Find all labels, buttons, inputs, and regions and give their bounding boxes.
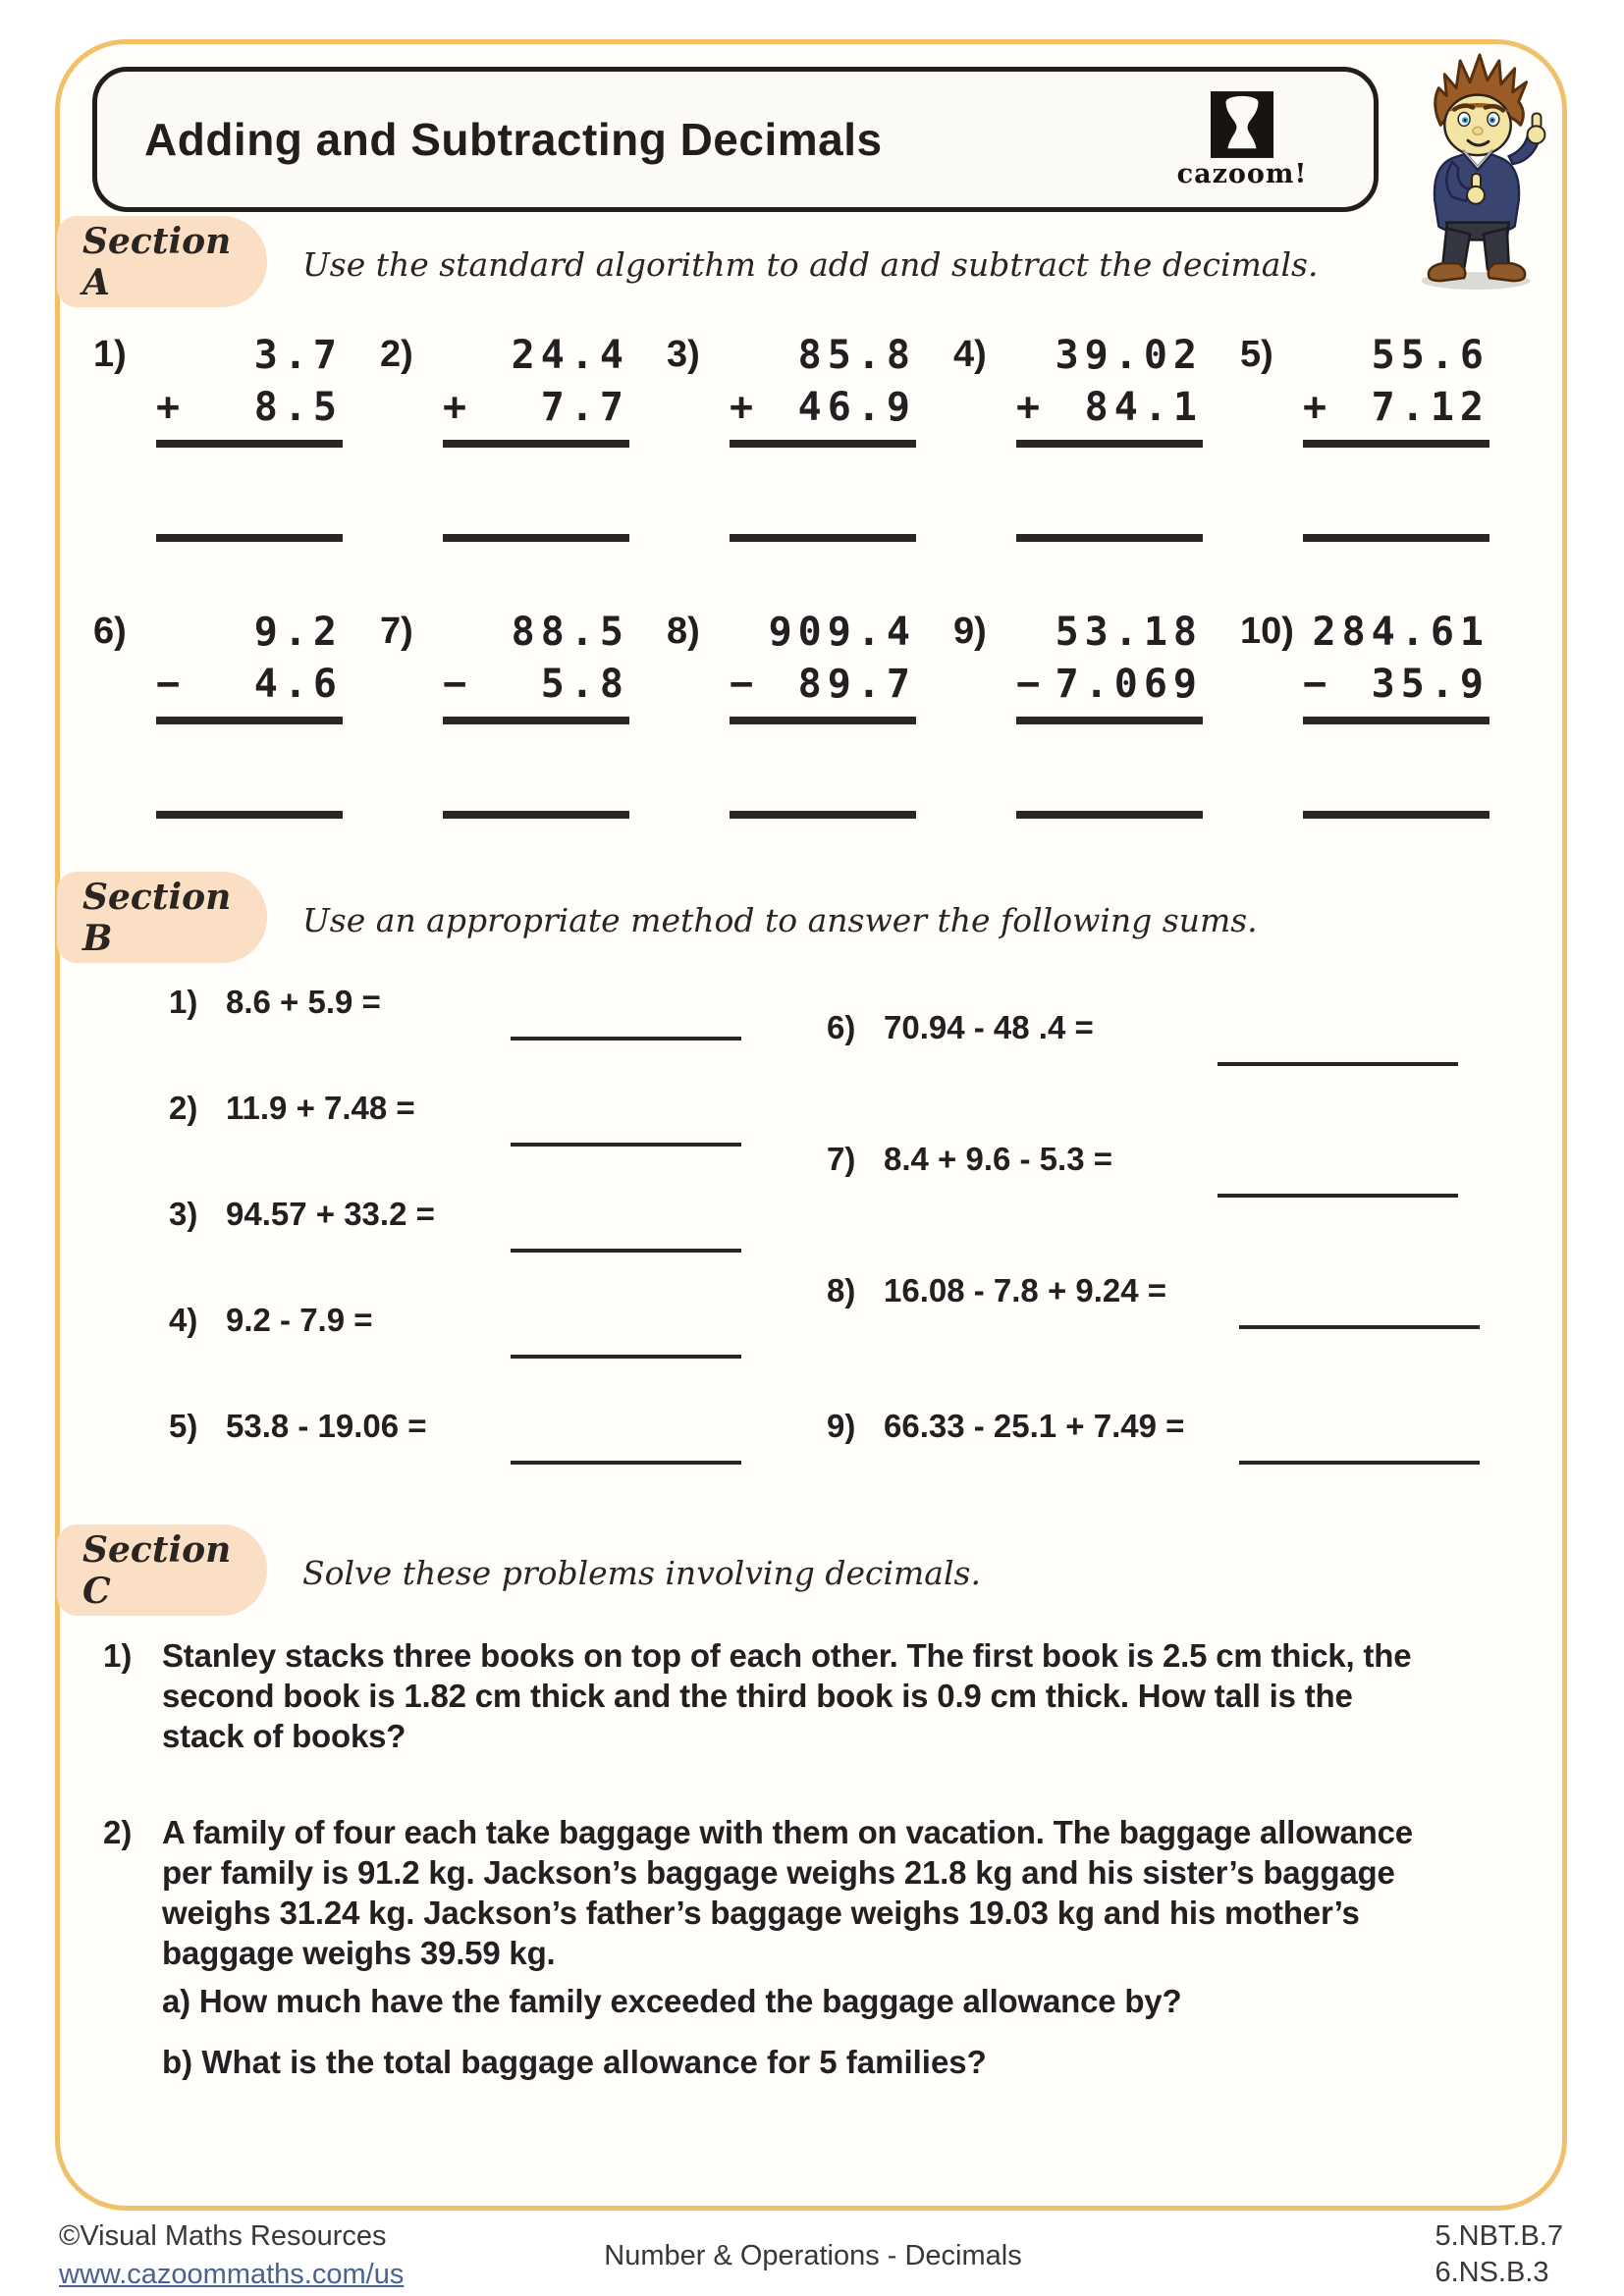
standard-code-2: 6.NS.B.3 — [1435, 2257, 1549, 2288]
section-a-instruction: Use the standard algorithm to add and subtract the decimals. — [302, 245, 1319, 284]
problem-number: 1) — [93, 334, 127, 375]
sum-problem-3 — [169, 1196, 435, 1264]
algorithm-problem-6 — [93, 607, 380, 883]
section-b-label: Section B — [82, 876, 232, 959]
top-operand: 53.18 — [1055, 610, 1203, 655]
algorithm-problem-9 — [953, 607, 1240, 883]
expression: 16.08 - 7.8 + 9.24 = — [884, 1272, 1167, 1308]
bottom-operand: 5.8 — [540, 662, 629, 707]
problem-number: 2) — [380, 334, 413, 375]
top-operand: 85.8 — [797, 333, 916, 378]
top-operand: 55.6 — [1371, 333, 1489, 378]
page-title: Adding and Subtracting Decimals — [144, 114, 883, 165]
section-a-tab — [57, 216, 267, 307]
top-operand: 909.4 — [768, 610, 916, 655]
footer-category: Number & Operations - Decimals — [604, 2240, 1022, 2271]
word-problem-2 — [103, 1812, 1517, 2021]
operator: − — [1303, 662, 1327, 707]
section-c-label: Section C — [82, 1528, 232, 1612]
bottom-operand: 4.6 — [253, 662, 343, 707]
word-problem-1 — [103, 1635, 1517, 1756]
standard-code-1: 5.NBT.B.7 — [1435, 2220, 1563, 2252]
bottom-operand: 8.5 — [253, 385, 343, 430]
top-operand: 9.2 — [253, 610, 343, 655]
problem-number: 4) — [953, 334, 987, 375]
operator: − — [156, 662, 181, 707]
operator: − — [730, 662, 754, 707]
equals-bar — [443, 440, 629, 448]
equals-bar — [443, 717, 629, 724]
answer-line — [443, 534, 629, 542]
bottom-operand: 7.7 — [540, 385, 629, 430]
answer-line — [1239, 1325, 1480, 1329]
problem-part-a: a) How much have the family exceeded the baggage allowance by? — [162, 1983, 1182, 2019]
problem-number: 6) — [93, 611, 127, 652]
equals-bar — [730, 440, 916, 448]
answer-line — [511, 1461, 741, 1465]
problem-number: 2) — [103, 1814, 133, 1850]
answer-line — [1016, 811, 1203, 819]
section-a-problems — [93, 330, 1529, 883]
operator: + — [443, 385, 467, 430]
operator: − — [1016, 662, 1041, 707]
bottom-operand: 35.9 — [1371, 662, 1489, 707]
bottom-operand: 46.9 — [797, 385, 916, 430]
top-operand: 24.4 — [511, 333, 629, 378]
operator: − — [443, 662, 467, 707]
equals-bar — [730, 717, 916, 724]
logo-wordmark: cazoom! — [1176, 158, 1308, 189]
problem-number: 1) — [169, 984, 198, 1020]
problem-number: 2) — [169, 1090, 198, 1126]
equals-bar — [1303, 717, 1489, 724]
sum-problem-1 — [169, 984, 381, 1052]
answer-line — [1239, 1461, 1480, 1465]
sum-problem-8 — [827, 1272, 1166, 1341]
cazoom-logo — [1173, 90, 1311, 189]
operator: + — [730, 385, 754, 430]
bottom-operand: 89.7 — [797, 662, 916, 707]
answer-line — [730, 811, 916, 819]
problem-number: 4) — [169, 1302, 198, 1338]
answer-line — [156, 811, 343, 819]
expression: 8.6 + 5.9 = — [226, 984, 381, 1020]
mascot-boy-thumbs-up-icon — [1386, 49, 1569, 293]
problem-number: 8) — [827, 1272, 856, 1308]
problem-number: 5) — [1240, 334, 1273, 375]
algorithm-problem-8 — [667, 607, 953, 883]
operator: + — [156, 385, 181, 430]
algorithm-problem-3 — [667, 330, 953, 607]
answer-line — [511, 1143, 741, 1147]
problem-text: A family of four each take baggage with them on vacation. The baggage allowance per family is 91.2 kg. Jackson’s baggage weighs 21.8 kg and his sister’s baggage weighs 31.24 kg. Jackson’s father’s baggage weighs 19.03 kg and his mother’s baggage weighs 39.59 kg. — [162, 1814, 1413, 1971]
title-box — [92, 67, 1379, 212]
answer-line — [1303, 534, 1489, 542]
answer-line — [511, 1355, 741, 1359]
sum-problem-2 — [169, 1090, 415, 1158]
top-operand: 3.7 — [253, 333, 343, 378]
problem-text: Stanley stacks three books on top of each other. The first book is 2.5 cm thick, the second book is 1.82 cm thick and the third book is 0.9 cm thick. How tall is the stack of books? — [162, 1637, 1412, 1754]
problem-number: 1) — [103, 1637, 133, 1674]
top-operand: 284.61 — [1312, 610, 1489, 655]
answer-line — [511, 1249, 741, 1253]
equals-bar — [1016, 440, 1203, 448]
drum-icon — [1211, 90, 1273, 159]
problem-number: 3) — [667, 334, 700, 375]
problem-number: 7) — [380, 611, 413, 652]
section-b-instruction: Use an appropriate method to answer the following sums. — [302, 901, 1258, 939]
algorithm-problem-5 — [1240, 330, 1527, 607]
sum-problem-5 — [169, 1408, 427, 1476]
section-b-tab — [57, 872, 267, 963]
expression: 11.9 + 7.48 = — [226, 1090, 415, 1126]
problem-number: 8) — [667, 611, 700, 652]
sum-problem-6 — [827, 1009, 1094, 1078]
answer-line — [1303, 811, 1489, 819]
problem-number: 9) — [953, 611, 987, 652]
expression: 8.4 + 9.6 - 5.3 = — [884, 1141, 1112, 1177]
equals-bar — [156, 440, 343, 448]
equals-bar — [1016, 717, 1203, 724]
algorithm-problem-10 — [1240, 607, 1527, 883]
section-a-row-1 — [93, 330, 1529, 607]
answer-line — [1218, 1062, 1458, 1066]
algorithm-problem-7 — [380, 607, 667, 883]
answer-line — [1016, 534, 1203, 542]
answer-line — [730, 534, 916, 542]
expression: 53.8 - 19.06 = — [226, 1408, 427, 1444]
sum-problem-7 — [827, 1141, 1112, 1209]
problem-part-b: b) What is the total baggage allowance for 5 families? — [162, 2044, 987, 2080]
section-a-label: Section A — [82, 220, 232, 303]
sum-problem-9 — [827, 1408, 1184, 1476]
equals-bar — [156, 717, 343, 724]
problem-number: 5) — [169, 1408, 198, 1444]
operator: + — [1303, 385, 1327, 430]
answer-line — [443, 811, 629, 819]
bottom-operand: 84.1 — [1084, 385, 1203, 430]
website-link[interactable]: www.cazoommaths.com/us — [59, 2259, 405, 2290]
expression: 70.94 - 48 .4 = — [884, 1009, 1094, 1045]
sum-problem-4 — [169, 1302, 373, 1370]
problem-number: 10) — [1240, 611, 1294, 652]
section-c-instruction: Solve these problems involving decimals. — [302, 1554, 981, 1592]
bottom-operand: 7.12 — [1371, 385, 1489, 430]
footer-standards — [1435, 2220, 1563, 2293]
problem-number: 7) — [827, 1141, 856, 1177]
problem-number: 9) — [827, 1408, 856, 1444]
copyright-text: ©Visual Maths Resources — [59, 2220, 387, 2252]
expression: 94.57 + 33.2 = — [226, 1196, 435, 1232]
expression: 9.2 - 7.9 = — [226, 1302, 373, 1338]
equals-bar — [1303, 440, 1489, 448]
expression: 66.33 - 25.1 + 7.49 = — [884, 1408, 1185, 1444]
section-a-row-2 — [93, 607, 1529, 883]
answer-line — [156, 534, 343, 542]
algorithm-problem-2 — [380, 330, 667, 607]
answer-line — [1218, 1194, 1458, 1198]
section-c-tab — [57, 1524, 267, 1616]
problem-number: 6) — [827, 1009, 856, 1045]
algorithm-problem-1 — [93, 330, 380, 607]
top-operand: 88.5 — [511, 610, 629, 655]
algorithm-problem-4 — [953, 330, 1240, 607]
answer-line — [511, 1037, 741, 1041]
top-operand: 39.02 — [1055, 333, 1203, 378]
operator: + — [1016, 385, 1041, 430]
bottom-operand: 7.069 — [1055, 662, 1203, 707]
problem-number: 3) — [169, 1196, 198, 1232]
